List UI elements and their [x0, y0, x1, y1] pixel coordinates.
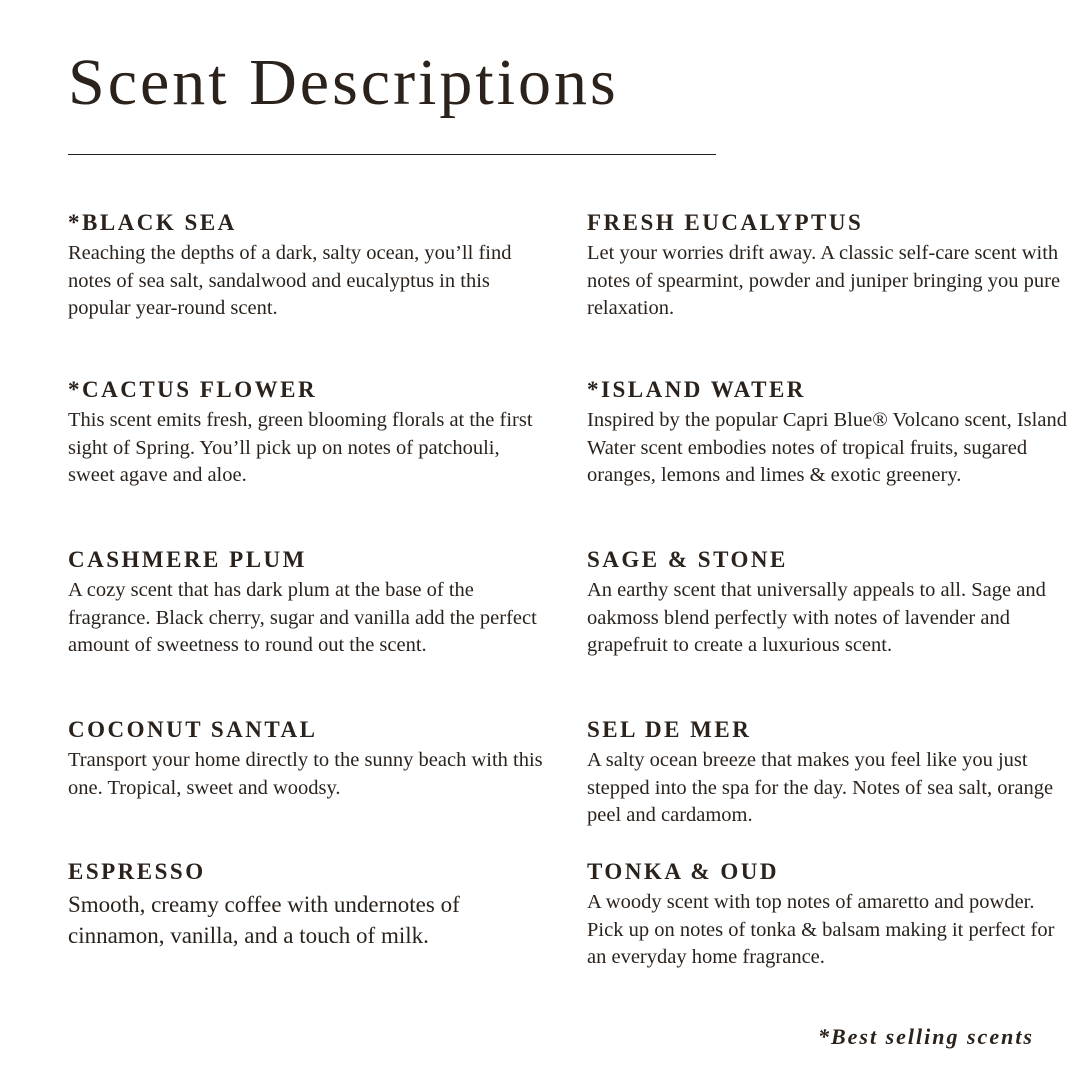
scent-tonka-and-oud [587, 860, 1067, 972]
scent-cactus-flower [68, 378, 543, 490]
scent-description: Reaching the depths of a dark, salty ocean, you’ll find notes of sea salt, sandalwood and eucalyptus in this popular year-round scent. [68, 242, 512, 319]
scent-island-water [587, 378, 1067, 490]
scent-coconut-santal [68, 718, 543, 802]
scent-description: This scent emits fresh, green blooming florals at the first sight of Spring. You’ll pick up on notes of patchouli, sweet agave and aloe. [68, 409, 533, 486]
scent-fresh-eucalyptus [587, 211, 1067, 323]
scent-espresso [68, 860, 543, 951]
scent-name: SEL DE MER [587, 717, 752, 742]
scent-cashmere-plum [68, 548, 543, 660]
scent-sage-and-stone [587, 548, 1067, 660]
title-divider [68, 154, 716, 155]
scent-name: FRESH EUCALYPTUS [587, 210, 864, 235]
scent-name: COCONUT SANTAL [68, 717, 318, 742]
scent-name: *BLACK SEA [68, 210, 237, 235]
scent-description: A woody scent with top notes of amaretto and powder. Pick up on notes of tonka & balsam making it perfect for an everyday home fragrance. [587, 891, 1055, 968]
scent-name: SAGE & STONE [587, 547, 788, 572]
scent-sel-de-mer [587, 718, 1067, 830]
scent-description: An earthy scent that universally appeals to all. Sage and oakmoss blend perfectly with notes of lavender and grapefruit to create a luxurious scent. [587, 579, 1046, 656]
scent-description: Smooth, creamy coffee with undernotes of cinnamon, vanilla, and a touch of milk. [68, 892, 460, 948]
scent-description: Transport your home directly to the sunny beach with this one. Tropical, sweet and woodsy. [68, 749, 543, 799]
scent-name: CASHMERE PLUM [68, 547, 307, 572]
scent-name: ESPRESSO [68, 859, 206, 884]
scent-description: A cozy scent that has dark plum at the base of the fragrance. Black cherry, sugar and vanilla add the perfect amount of sweetness to round out the scent. [68, 579, 537, 656]
best-seller-footnote: *Best selling scents [817, 1024, 1034, 1049]
scent-name: *CACTUS FLOWER [68, 377, 318, 402]
page-title: Scent Descriptions [68, 46, 619, 119]
scent-description: Let your worries drift away. A classic self-care scent with notes of spearmint, powder and juniper bringing you pure relaxation. [587, 242, 1061, 319]
scent-name: TONKA & OUD [587, 859, 779, 884]
scent-description: Inspired by the popular Capri Blue® Volcano scent, Island Water scent embodies notes of tropical fruits, sugared oranges, lemons and limes & exotic greenery. [587, 409, 1067, 486]
scent-description: A salty ocean breeze that makes you feel like you just stepped into the spa for the day. Notes of sea salt, orange peel and cardamom. [587, 749, 1054, 826]
scent-black-sea [68, 211, 543, 323]
scent-name: *ISLAND WATER [587, 377, 806, 402]
